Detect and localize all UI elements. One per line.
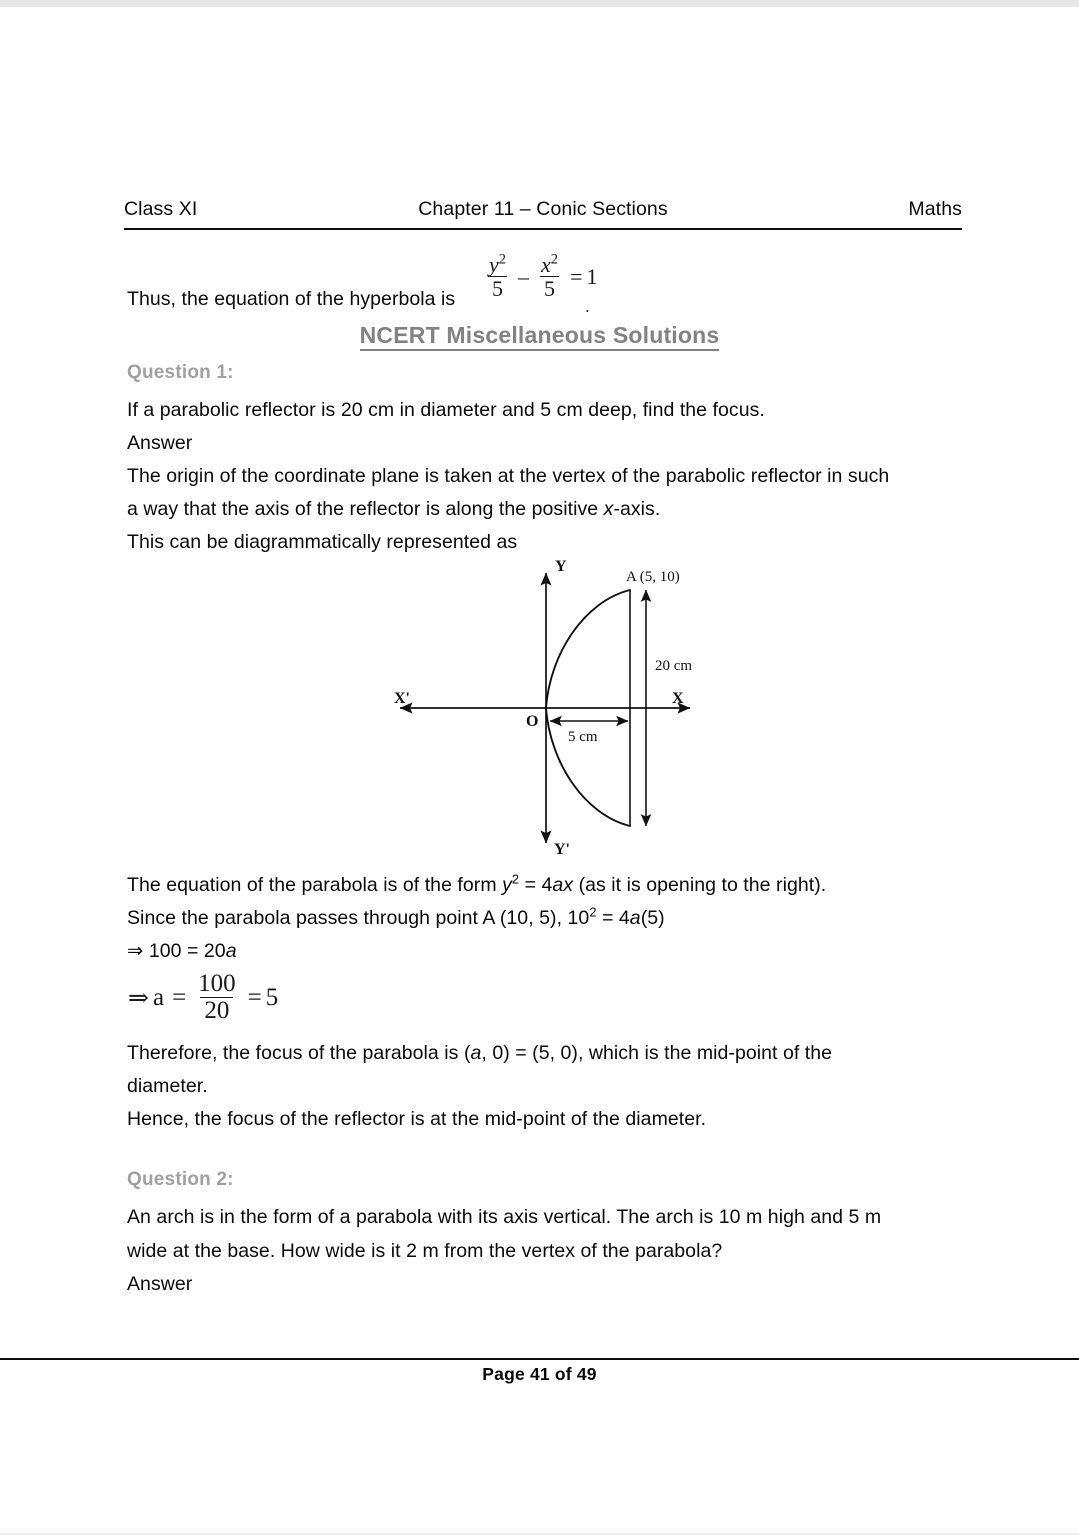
hyperbola-trailing-period: . [585, 297, 590, 316]
parabolic-reflector-figure [380, 553, 720, 865]
question-1-answer-line-3: This can be diagrammatically represented as [127, 531, 518, 553]
hyperbola-first-numerator: y [489, 252, 499, 277]
solve-for-a-equation [128, 971, 278, 1025]
conclusion-1-a: a [470, 1042, 482, 1064]
derivation-1-y: y [502, 874, 512, 896]
dimension-label-20cm: 20 cm [655, 658, 693, 674]
derivation-line-1 [127, 869, 826, 902]
solve-variable-a: a [152, 983, 165, 1011]
hyperbola-equals-sign: = [570, 263, 583, 289]
header-class-label: Class XI [124, 198, 198, 220]
hyperbola-second-fraction [537, 253, 562, 300]
section-title-text: NCERT Miscellaneous Solutions [360, 322, 720, 351]
point-a-label: A (5, 10) [626, 569, 680, 585]
hyperbola-minus-operator: – [518, 263, 530, 289]
question-2-heading: Question 2: [127, 1169, 234, 1190]
hyperbola-equation [481, 252, 597, 300]
question-1-answer-label: Answer [127, 432, 193, 454]
hyperbola-right-side: 1 [586, 263, 598, 289]
question-1-answer-line-1: The origin of the coordinate plane is taken at the vertex of the parabolic reflector in such [127, 465, 890, 487]
derivation-1-ax: ax [552, 874, 574, 896]
conclusion-1-part-b: , 0) = (5, 0), which is the mid-point of the [481, 1042, 833, 1064]
section-title-ncert-miscellaneous [0, 322, 1079, 349]
axis-label-x-negative: X' [394, 690, 410, 707]
solve-equals-2: = [247, 983, 262, 1011]
derivation-line-3 [127, 935, 237, 968]
question-1-prompt: If a parabolic reflector is 20 cm in diameter and 5 cm deep, find the focus. [127, 399, 765, 421]
derivation-2-part-b: = 4 [596, 907, 630, 929]
solve-result: 5 [265, 983, 279, 1011]
derivation-2-part-a: Since the parabola passes through point A (10, 5), 10 [127, 907, 590, 929]
solve-fraction-numerator: 100 [198, 970, 236, 997]
hyperbola-first-exponent: 2 [498, 251, 507, 268]
origin-label: O [526, 713, 539, 730]
hyperbola-first-denominator: 5 [488, 276, 507, 300]
question-2-prompt-line-1: An arch is in the form of a parabola with its axis vertical. The arch is 10 m high and 5 m [127, 1206, 882, 1228]
derivation-1-part-c: (as it is opening to the right). [573, 874, 827, 896]
conclusion-line-1 [127, 1037, 832, 1070]
question-1-heading: Question 1: [127, 362, 234, 383]
solve-fraction [194, 971, 240, 1025]
dimension-label-5cm: 5 cm [568, 729, 598, 745]
derivation-3-part-a: ⇒ 100 = 20 [127, 940, 226, 962]
footer-divider-rule [0, 1358, 1079, 1360]
question-1-answer-line-2 [127, 493, 660, 526]
answer-line-2-italic-x: x [603, 498, 614, 520]
header-subject-label: Maths [908, 198, 962, 220]
footer-page-number: Page 41 of 49 [482, 1364, 597, 1384]
derivation-2-part-c: (5) [640, 907, 665, 929]
derivation-1-exponent: 2 [511, 871, 520, 887]
derivation-line-2 [127, 902, 665, 935]
conclusion-line-2: diameter. [127, 1075, 208, 1097]
conclusion-1-part-a: Therefore, the focus of the parabola is ( [127, 1042, 471, 1064]
derivation-2-a: a [629, 907, 641, 929]
hyperbola-first-fraction [485, 253, 510, 300]
solve-fraction-denominator: 20 [200, 997, 233, 1024]
question-2-prompt-line-2: wide at the base. How wide is it 2 m from the vertex of the parabola? [127, 1240, 723, 1262]
hyperbola-intro-text: Thus, the equation of the hyperbola is [127, 288, 456, 310]
derivation-2-exponent: 2 [589, 904, 597, 920]
solve-equals-1: = [172, 983, 187, 1011]
hyperbola-second-denominator: 5 [540, 276, 559, 300]
hyperbola-second-exponent: 2 [550, 251, 559, 268]
axis-label-y-positive: Y [555, 558, 567, 575]
answer-line-2-part-b: -axis. [613, 498, 661, 520]
document-running-header [124, 196, 962, 230]
hyperbola-second-numerator: x [541, 252, 551, 277]
axis-label-y-negative: Y' [554, 841, 570, 858]
header-chapter-title: Chapter 11 – Conic Sections [418, 198, 668, 220]
question-2-answer-label: Answer [127, 1273, 193, 1295]
answer-line-2-part-a: a way that the axis of the reflector is along the positive [127, 498, 604, 520]
derivation-1-part-a: The equation of the parabola is of the form [127, 874, 503, 896]
axis-label-x-positive: X [672, 690, 684, 707]
derivation-1-part-b: = 4 [519, 874, 553, 896]
solve-arrow: ⇒ [128, 984, 149, 1012]
derivation-3-a: a [225, 940, 237, 962]
conclusion-line-3: Hence, the focus of the reflector is at the mid-point of the diameter. [127, 1108, 707, 1130]
